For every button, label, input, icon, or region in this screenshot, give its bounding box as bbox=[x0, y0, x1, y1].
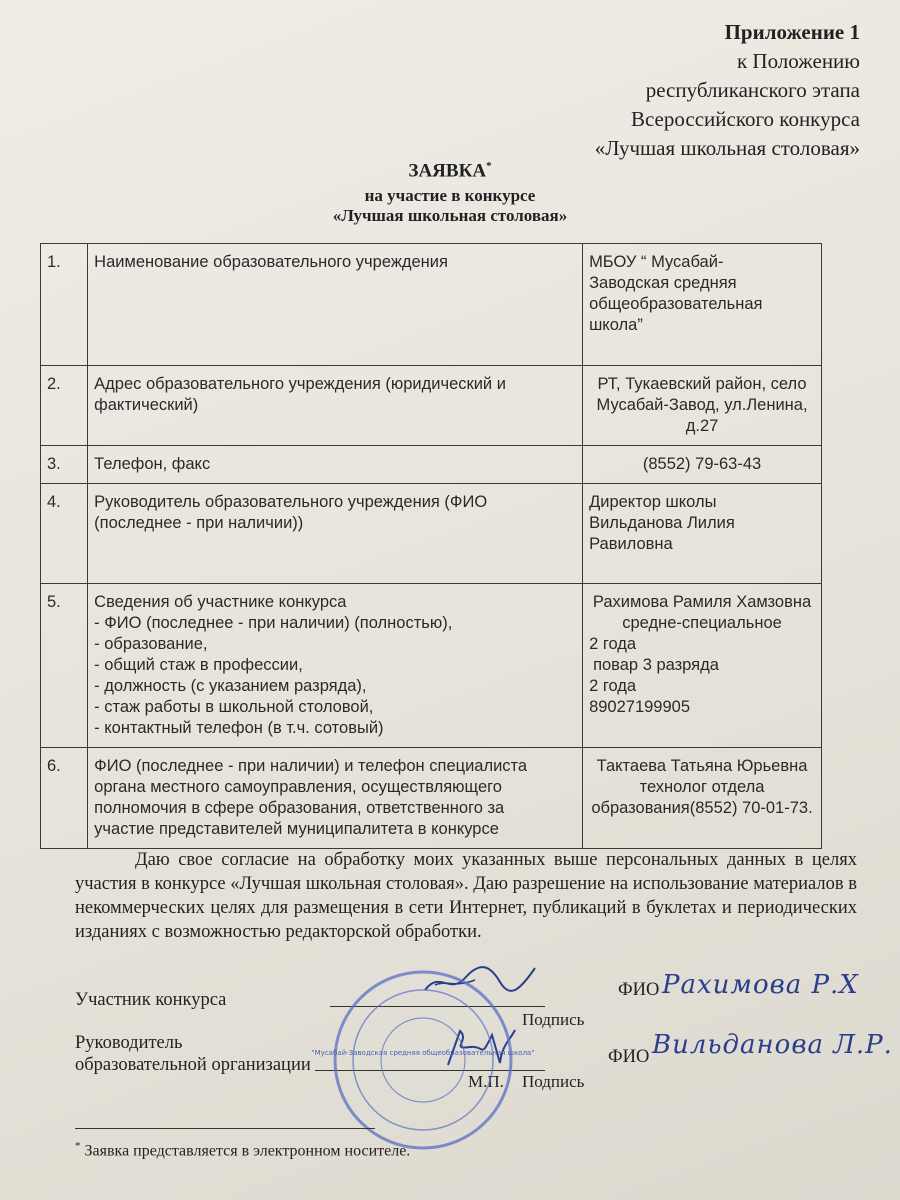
row-number: 1. bbox=[41, 244, 88, 366]
footnote-mark: * bbox=[75, 1140, 81, 1152]
table-row bbox=[41, 748, 822, 849]
footnote-text: Заявка представляется в электронном носителе. bbox=[84, 1142, 411, 1160]
row-description: ФИО (последнее - при наличии) и телефон специалиста органа местного самоуправления, осуществляющего полномочия в сфере образования, ответственного за участие представителей муниципалитета в конкурсе bbox=[88, 748, 583, 849]
application-table bbox=[40, 243, 822, 849]
row-number: 2. bbox=[41, 366, 88, 446]
table-row bbox=[41, 366, 822, 446]
row-value: Тактаева Татьяна Юрьевна технолог отдела образования(8552) 70-01-73. bbox=[583, 748, 822, 849]
head-label-2: образовательной организации bbox=[75, 1055, 311, 1075]
table-row bbox=[41, 484, 822, 584]
title-main: ЗАЯВКА bbox=[408, 160, 487, 182]
row-number: 3. bbox=[41, 446, 88, 484]
footnote bbox=[75, 1140, 410, 1160]
stamp-text: "Мусабай-Заводская средняя общеобразовательная школа" bbox=[311, 1049, 535, 1057]
head-fio-label: ФИО bbox=[608, 1047, 650, 1067]
row-description: Сведения об участнике конкурса - ФИО (последнее - при наличии) (полностью), - образование, - общий стаж в профессии, - должность (с указанием разряда), - стаж работы в школьной столовой, - контактный телефон (в т.ч. сотовый) bbox=[88, 584, 583, 748]
stamp-place-label: М.П. bbox=[468, 1072, 504, 1091]
table-row bbox=[41, 446, 822, 484]
participant-fio-handwritten: Рахимова Р.Х bbox=[662, 970, 859, 1000]
participant-fio-label: ФИО bbox=[618, 980, 660, 1000]
head-fio-handwritten: Вильданова Л.Р. bbox=[652, 1030, 893, 1060]
appendix-block bbox=[595, 18, 860, 163]
head-signature-label: Подпись bbox=[522, 1072, 585, 1091]
appendix-line: Всероссийского конкурса bbox=[630, 107, 860, 131]
appendix-line: «Лучшая школьная столовая» bbox=[594, 136, 860, 160]
footnote-separator bbox=[75, 1128, 375, 1129]
consent-paragraph: Даю свое согласие на обработку моих указанных выше персональных данных в целях участия в конкурсе «Лучшая школьная столовая». Даю разрешение на использование материалов в некоммерческих целях для размещения в сети Интернет, публикаций в буклетах и периодических изданиях с возможностью редакторской обработки. bbox=[75, 850, 857, 942]
participant-label: Участник конкурса bbox=[75, 990, 227, 1010]
appendix-heading: Приложение 1 bbox=[724, 20, 860, 44]
row-value: РТ, Тукаевский район, село Мусабай-Завод, ул.Ленина, д.27 bbox=[583, 366, 822, 446]
row-description: Наименование образовательного учреждения bbox=[88, 244, 583, 366]
table-row bbox=[41, 584, 822, 748]
row-description: Телефон, факс bbox=[88, 446, 583, 484]
form-title bbox=[0, 160, 900, 182]
participant-signature-label: Подпись bbox=[522, 1010, 585, 1029]
row-number: 4. bbox=[41, 484, 88, 584]
table-row bbox=[41, 244, 822, 366]
row-value: Рахимова Рамиля Хамзовна средне-специальное 2 года повар 3 разряда 2 года 89027199905 bbox=[583, 584, 822, 748]
form-contest-name: «Лучшая школьная столовая» bbox=[332, 206, 568, 225]
form-subtitle: на участие в конкурсе bbox=[364, 186, 536, 205]
row-value: Директор школы Вильданова Лилия Равиловна bbox=[583, 484, 822, 584]
row-value: МБОУ “ Мусабай- Заводская средняя общеобразовательная школа” bbox=[583, 244, 822, 366]
row-value: (8552) 79-63-43 bbox=[583, 446, 822, 484]
row-description: Руководитель образовательного учреждения (ФИО (последнее - при наличии)) bbox=[88, 484, 583, 584]
appendix-line: республиканского этапа bbox=[645, 78, 860, 102]
row-description: Адрес образовательного учреждения (юридический и фактический) bbox=[88, 366, 583, 446]
school-stamp bbox=[311, 965, 535, 1155]
head-label-1: Руководитель bbox=[75, 1033, 183, 1053]
appendix-line: к Положению bbox=[736, 49, 860, 73]
row-number: 6. bbox=[41, 748, 88, 849]
title-footnote-mark: * bbox=[486, 160, 492, 172]
row-number: 5. bbox=[41, 584, 88, 748]
